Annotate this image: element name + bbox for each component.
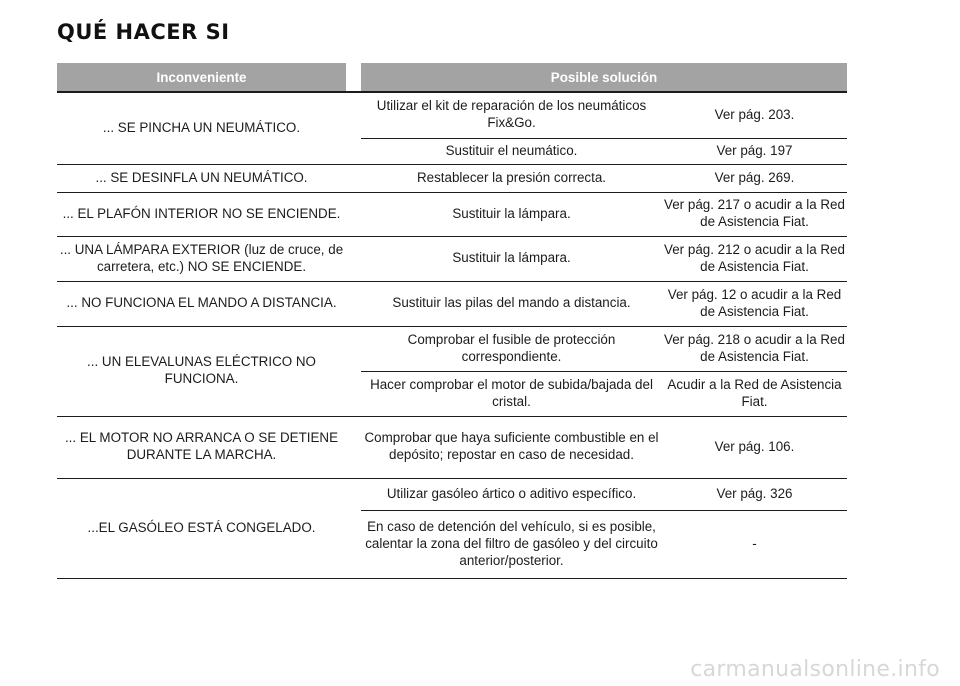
troubleshooting-table	[57, 63, 847, 579]
watermark-text: carmanualsonline.info	[690, 657, 940, 682]
action-cell: Utilizar gasóleo ártico o aditivo específico.	[361, 478, 662, 510]
gap-cell	[346, 416, 361, 478]
reference-cell: Ver pág. 12 o acudir a la Red de Asistencia Fiat.	[662, 281, 847, 326]
reference-cell: Ver pág. 212 o acudir a la Red de Asistencia Fiat.	[662, 236, 847, 281]
reference-cell: Ver pág. 326	[662, 478, 847, 510]
problem-cell: ... NO FUNCIONA EL MANDO A DISTANCIA.	[57, 281, 346, 326]
table-row	[57, 281, 847, 326]
table-row	[57, 478, 847, 510]
reference-cell: Ver pág. 217 o acudir a la Red de Asistencia Fiat.	[662, 192, 847, 236]
gap-cell	[346, 92, 361, 164]
action-cell: Sustituir las pilas del mando a distancia.	[361, 281, 662, 326]
problem-cell: ... UNA LÁMPARA EXTERIOR (luz de cruce, de carretera, etc.) NO SE ENCIENDE.	[57, 236, 346, 281]
action-cell: Sustituir el neumático.	[361, 138, 662, 164]
page-title: QUÉ HACER SI	[57, 20, 230, 44]
action-cell: Sustituir la lámpara.	[361, 192, 662, 236]
reference-cell: Ver pág. 106.	[662, 416, 847, 478]
problem-cell: ... SE PINCHA UN NEUMÁTICO.	[57, 92, 346, 164]
table-header-row	[57, 63, 847, 92]
table-row	[57, 326, 847, 371]
gap-cell	[346, 281, 361, 326]
problem-cell: ... SE DESINFLA UN NEUMÁTICO.	[57, 164, 346, 192]
header-solution: Posible solución	[361, 63, 847, 92]
table-row	[57, 192, 847, 236]
gap-cell	[346, 192, 361, 236]
reference-cell: Ver pág. 218 o acudir a la Red de Asistencia Fiat.	[662, 326, 847, 371]
table-row	[57, 416, 847, 478]
table-row	[57, 164, 847, 192]
gap-cell	[346, 164, 361, 192]
problem-cell: ... EL PLAFÓN INTERIOR NO SE ENCIENDE.	[57, 192, 346, 236]
action-cell: Sustituir la lámpara.	[361, 236, 662, 281]
table-row	[57, 92, 847, 138]
header-problem: Inconveniente	[57, 63, 346, 92]
action-cell: Hacer comprobar el motor de subida/bajada del cristal.	[361, 371, 662, 416]
action-cell: Utilizar el kit de reparación de los neumáticos Fix&Go.	[361, 92, 662, 138]
problem-cell: ... UN ELEVALUNAS ELÉCTRICO NO FUNCIONA.	[57, 326, 346, 416]
table-row	[57, 236, 847, 281]
reference-cell: Ver pág. 269.	[662, 164, 847, 192]
gap-cell	[346, 236, 361, 281]
header-gap	[346, 63, 361, 92]
gap-cell	[346, 326, 361, 416]
problem-cell: ...EL GASÓLEO ESTÁ CONGELADO.	[57, 478, 346, 578]
action-cell: En caso de detención del vehículo, si es posible, calentar la zona del filtro de gasóleo y del circuito anterior/posterior.	[361, 510, 662, 578]
action-cell: Restablecer la presión correcta.	[361, 164, 662, 192]
problem-cell: ... EL MOTOR NO ARRANCA O SE DETIENE DURANTE LA MARCHA.	[57, 416, 346, 478]
reference-cell: Ver pág. 197	[662, 138, 847, 164]
reference-cell: -	[662, 510, 847, 578]
reference-cell: Acudir a la Red de Asistencia Fiat.	[662, 371, 847, 416]
action-cell: Comprobar el fusible de protección correspondiente.	[361, 326, 662, 371]
action-cell: Comprobar que haya suficiente combustible en el depósito; repostar en caso de necesidad.	[361, 416, 662, 478]
gap-cell	[346, 478, 361, 578]
reference-cell: Ver pág. 203.	[662, 92, 847, 138]
